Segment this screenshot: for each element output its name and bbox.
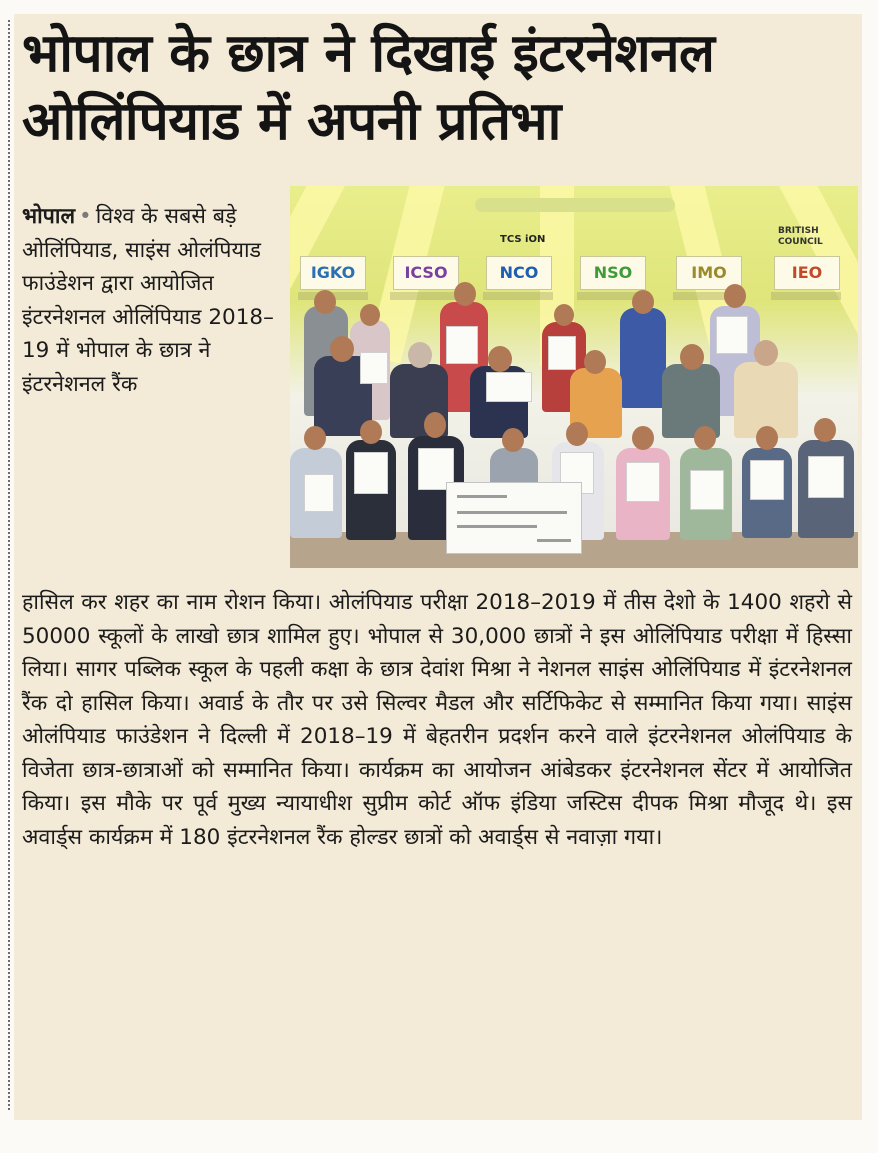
headline-line-2: ओलिंपियाड में अपनी प्रतिभा	[22, 91, 561, 152]
cheque-line	[457, 525, 537, 528]
person-head	[724, 284, 746, 308]
article-headline	[22, 20, 852, 156]
person-head	[554, 304, 574, 326]
certificate	[360, 352, 388, 384]
logo-caption	[483, 292, 553, 300]
igko-logo: IGKO	[300, 256, 366, 290]
cheque-line	[457, 511, 567, 514]
nso-logo: NSO	[580, 256, 646, 290]
person-head	[680, 344, 704, 370]
person-head	[814, 418, 836, 442]
article-intro-column	[22, 200, 284, 401]
logo-caption	[390, 292, 460, 300]
certificate	[446, 326, 478, 364]
person-head	[754, 340, 778, 366]
person-figure	[620, 308, 666, 408]
ieo-logo: IEO	[774, 256, 840, 290]
person-figure	[662, 364, 720, 438]
person-head	[756, 426, 778, 450]
certificate	[626, 462, 660, 502]
tcs-logo: TCS iON	[500, 234, 546, 245]
person-head	[314, 290, 336, 314]
cheque-line	[537, 539, 571, 542]
person-head	[424, 412, 446, 438]
certificate	[750, 460, 784, 500]
person-head	[632, 290, 654, 314]
certificate	[354, 452, 388, 494]
certificate	[486, 372, 532, 402]
person-head	[488, 346, 512, 372]
person-head	[304, 426, 326, 450]
stage-banner-title	[475, 198, 675, 212]
dateline-bullet: •	[79, 204, 92, 229]
person-head	[360, 420, 382, 444]
person-head	[408, 342, 432, 368]
person-head	[502, 428, 524, 452]
person-head	[632, 426, 654, 450]
person-head	[360, 304, 380, 326]
person-head	[330, 336, 354, 362]
cheque-line	[457, 495, 507, 498]
headline-line-1: भोपाल के छात्र ने दिखाई इंटरनेशनल	[22, 23, 715, 84]
logo-caption	[771, 292, 841, 300]
award-ceremony-photo	[290, 186, 858, 568]
award-cheque	[446, 482, 582, 554]
certificate	[548, 336, 576, 370]
person-head	[566, 422, 588, 446]
column-rule	[8, 20, 10, 1110]
person-head	[584, 350, 606, 374]
person-head	[454, 282, 476, 306]
dateline: भोपाल	[22, 204, 76, 229]
certificate	[808, 456, 844, 498]
person-head	[694, 426, 716, 450]
article-body: हासिल कर शहर का नाम रोशन किया। ओलंपियाड परीक्षा 2018–2019 में तीस देशो के 1400 शहरो से 50000 स्कूलों के लाखो छात्र शामिल हुए। भोपाल से 30,000 छात्रों ने इस ओलिंपियाड परीक्षा में हिस्सा लिया। सागर पब्लिक स्कूल के पहली कक्षा के छात्र देवांश मिश्रा ने नेशनल साइंस ओलिंपियाड में इंटरनेशनल रैंक दो हासिल किया। अवार्ड के तौर पर उसे सिल्वर मैडल और सर्टिफिकेट से सम्मानित किया गया। साइंस ओलंपियाड फाउंडेशन ने दिल्ली में 2018–19 में बेहतरीन प्रदर्शन करने वाले इंटरनेशनल ओलंपियाड के विजेता छात्र-छात्राओं को सम्मानित किया। कार्यक्रम का आयोजन आंबेडकर इंटरनेशनल सेंटर में आयोजित किया। इस मौके पर पूर्व मुख्य न्यायाधीश सुप्रीम कोर्ट ऑफ इंडिया जस्टिस दीपक मिश्रा मौजूद थे। इस अवार्ड्स कार्यक्रम में 180 इंटरनेशनल रैंक होल्डर छात्रों को अवार्ड्स से नवाज़ा गया।	[22, 590, 852, 850]
certificate	[690, 470, 724, 510]
intro-text: विश्व के सबसे बड़े ओलिंपियाड, साइंस ओलंपियाड फाउंडेशन द्वारा आयोजित इंटरनेशनल ओलिंपियाड 2018–19 में भोपाल के छात्र ने इंटरनेशनल रैंक	[22, 204, 274, 397]
icso-logo: ICSO	[393, 256, 459, 290]
nco-logo: NCO	[486, 256, 552, 290]
imo-logo: IMO	[676, 256, 742, 290]
british-council-logo: BRITISH COUNCIL	[778, 226, 823, 247]
certificate	[304, 474, 334, 512]
certificate	[716, 316, 748, 354]
